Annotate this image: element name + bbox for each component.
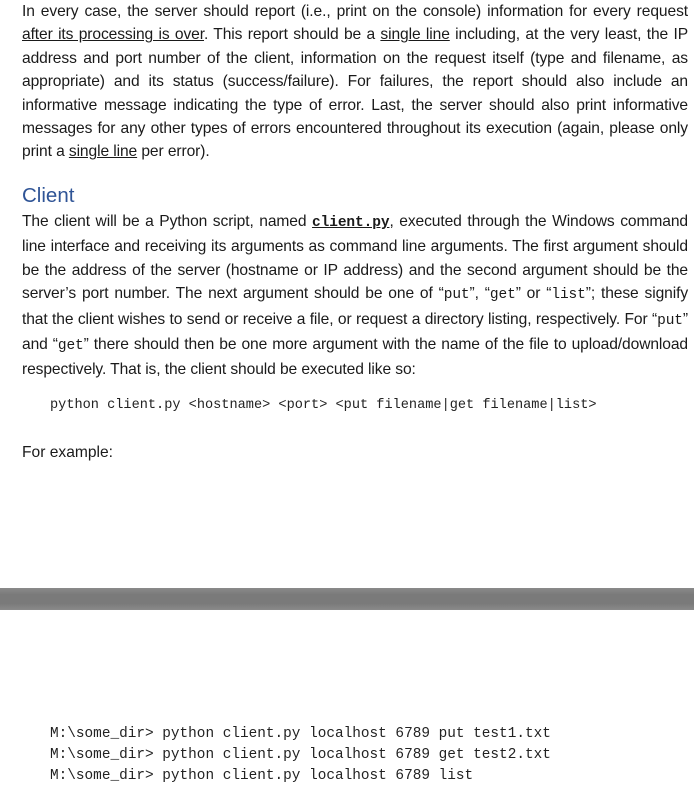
inline-code: put [657, 312, 683, 329]
console-line: M:\some_dir> python client.py localhost 6789 list [50, 768, 474, 784]
text-span: The client will be a Python script, named [22, 213, 313, 230]
text-span: including, at the very least, the IP address and port number of the client, information on the request itself (type and filename, as appropriate) and its status (success/failure). For failures, the report should also include an informative message indicating the type of error. Last, the server should also print informative messages for any other types of errors encountered throughout its execution (again, please only print a [22, 26, 689, 161]
text-span: per error). [137, 143, 210, 161]
underlined-text: after its processing is over [22, 26, 204, 44]
text-span: . This report should be a [204, 26, 381, 44]
page-separator [0, 588, 694, 610]
text-span: ”, “ [469, 285, 490, 303]
underlined-text: single line [380, 26, 450, 44]
text-span: ” there should then be one more argument with the name of the file to upload/download respectively. That is, the client should be executed like so: [22, 336, 689, 379]
inline-code: list [551, 287, 586, 304]
underlined-text: single line [68, 143, 138, 161]
inline-code: put [443, 287, 470, 304]
console-line: M:\some_dir> python client.py localhost 6789 put test1.txt [50, 726, 551, 742]
inline-code: get [489, 287, 516, 304]
text-span: ” and “ [22, 310, 688, 354]
text-span: In every case, the server should report (i.e., print on the console) information for every request [22, 3, 688, 20]
document-page-2 [0, 610, 694, 793]
inline-code: get [57, 338, 84, 355]
for-example-label: For example: [22, 444, 113, 461]
console-line: M:\some_dir> python client.py localhost 6789 get test2.txt [50, 747, 551, 763]
server-report-paragraph [22, 0, 688, 164]
inline-code-filename: client.py [312, 215, 390, 231]
console-example-block [50, 724, 551, 787]
usage-code-line: python client.py <hostname> <port> <put filename|get filename|list> [50, 398, 597, 413]
text-span: ”; these signify that the client wishes to send or receive a file, or request a directory listing, respectively. For “ [22, 285, 689, 328]
client-heading: Client [22, 184, 75, 207]
client-description-paragraph [22, 210, 688, 382]
text-span: , executed through the Windows command line interface and receiving its arguments as command line arguments. The first argument should be the address of the server (hostname or IP address) and the second argument should be the server’s port number. The next argument should be one of “ [22, 213, 688, 303]
text-span: ” or “ [515, 285, 552, 303]
